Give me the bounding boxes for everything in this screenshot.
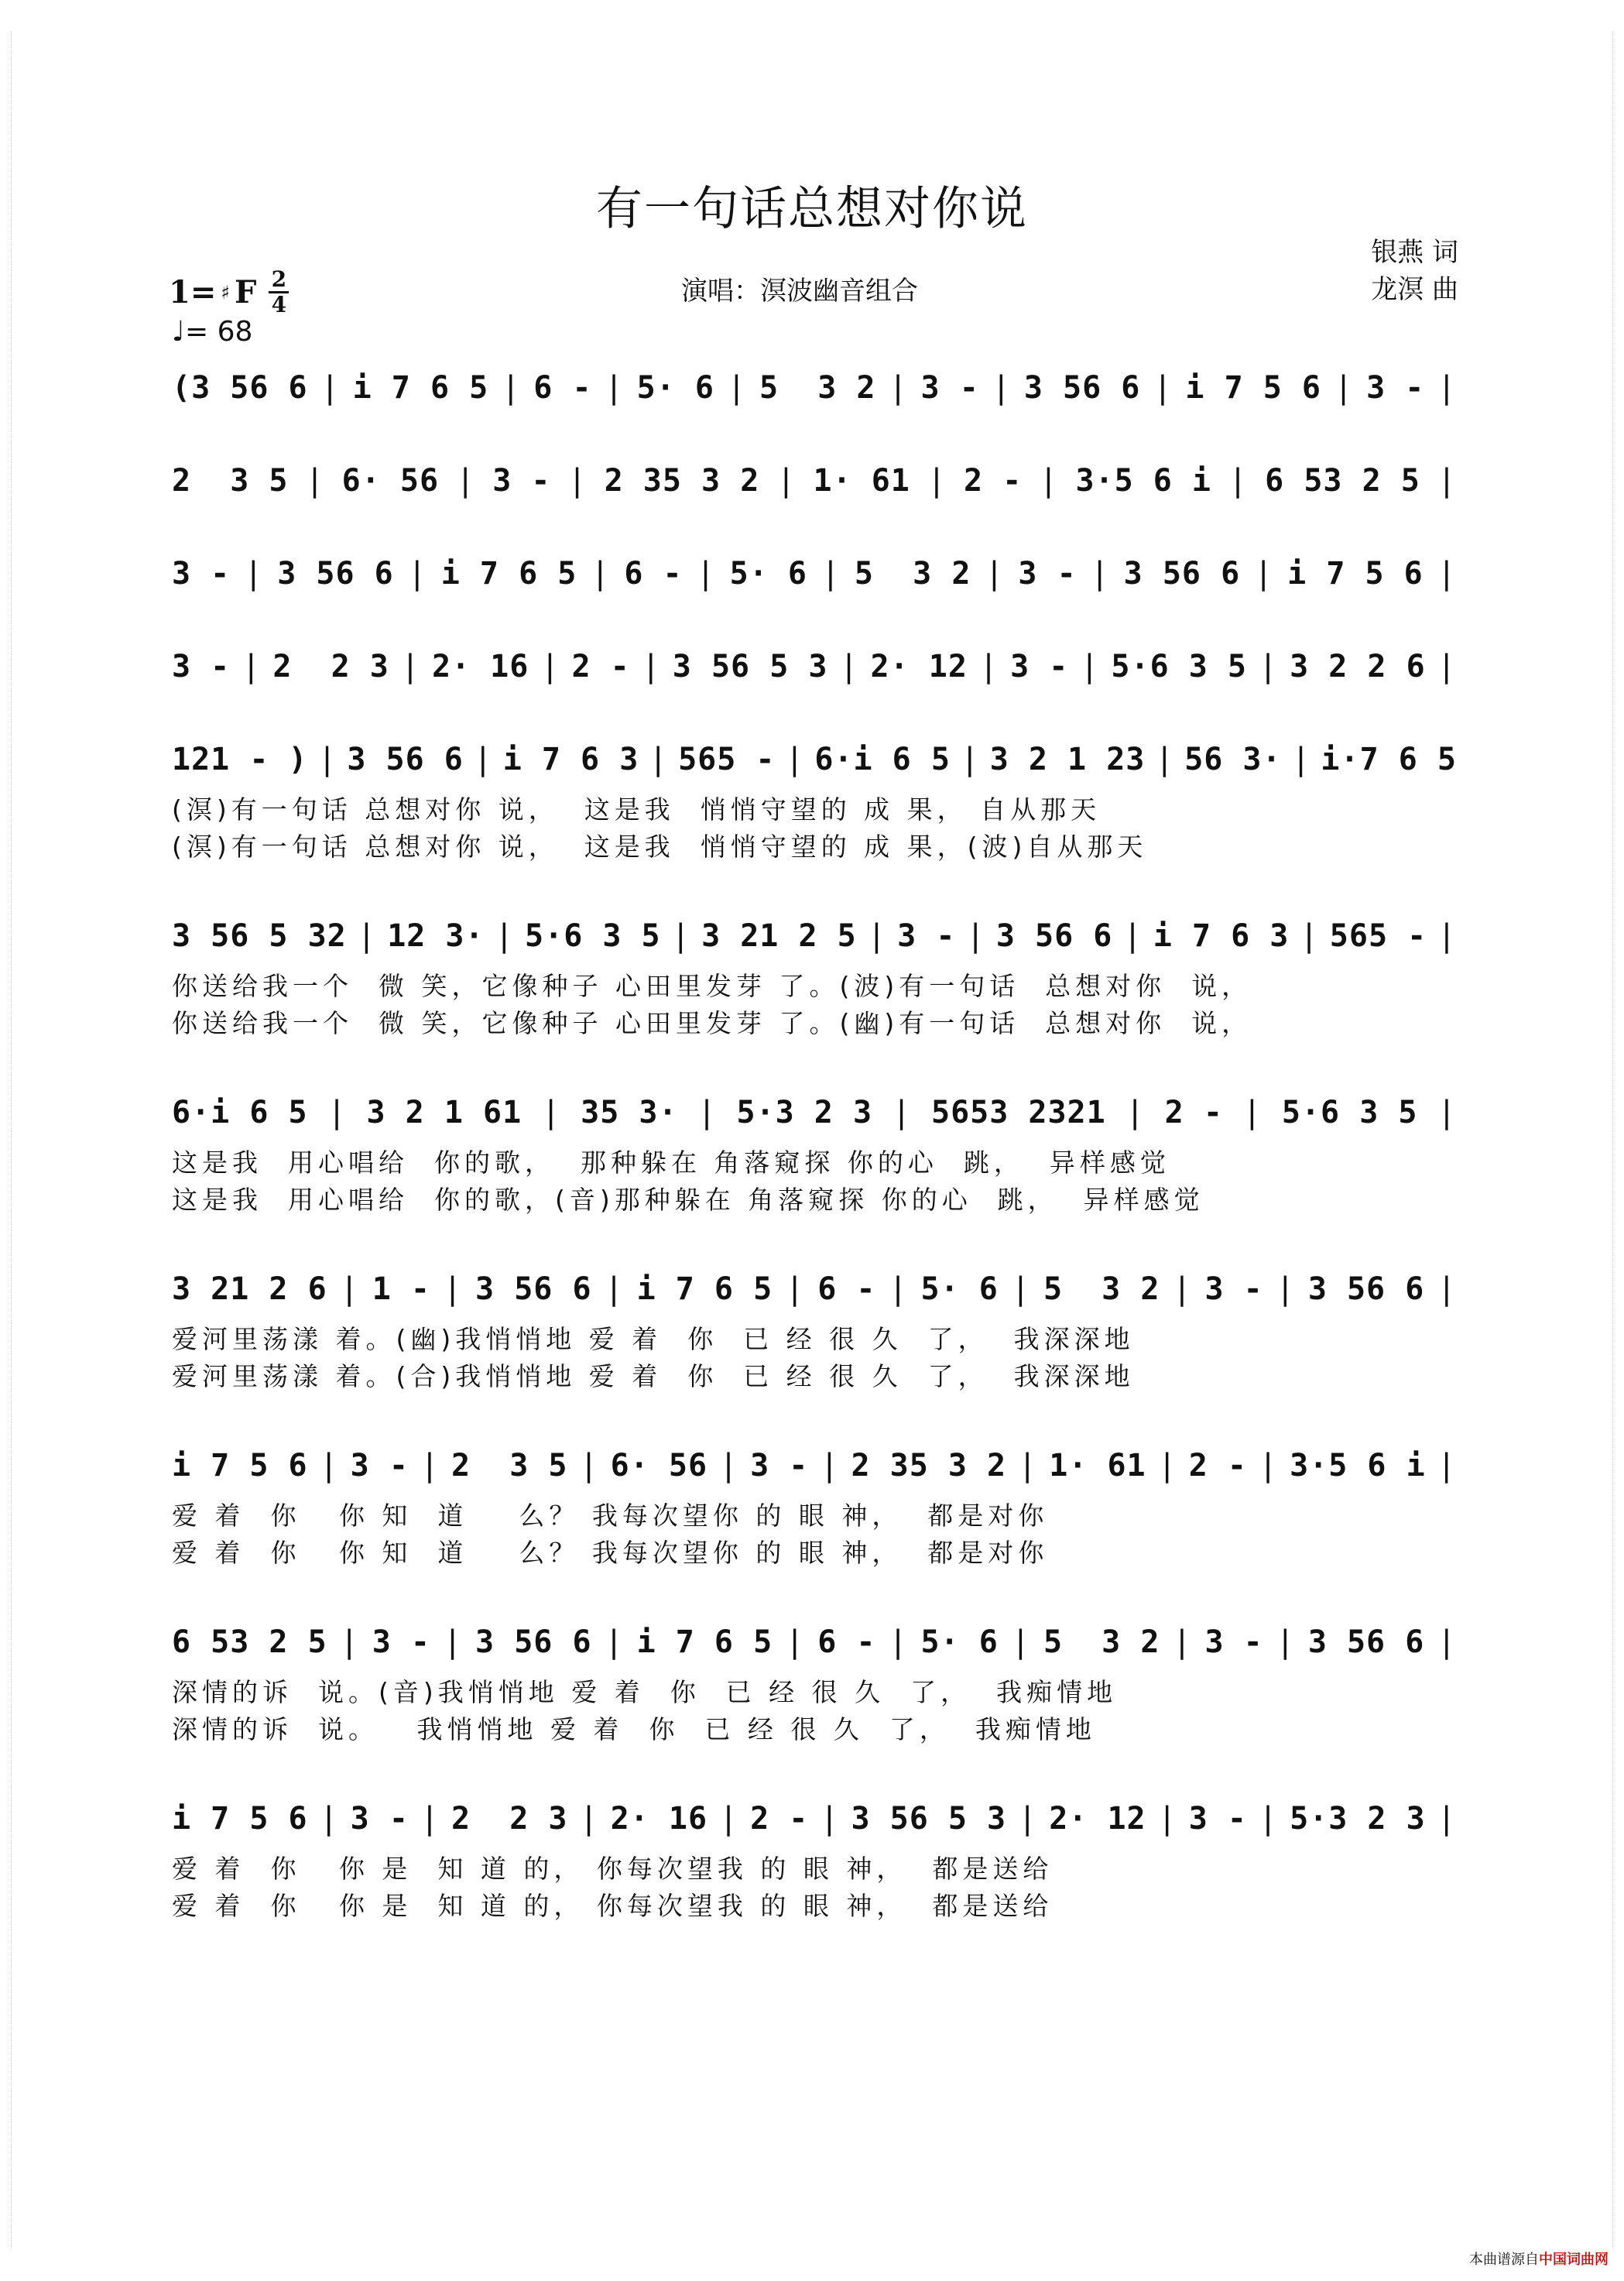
barline: | [1437,1271,1457,1307]
score-system [172,643,1457,691]
footer-site: 中国词曲网 [1539,2252,1609,2268]
barline: | [1437,463,1457,499]
barline: | [960,742,980,777]
measure: 2· 12 [1049,1801,1146,1837]
measure: 3 2 1 23 [989,742,1146,777]
barline: | [776,463,797,499]
lyric-line: 爱 着 你 你 是 知 道 的， 你每次望我 的 眼 神， 都是送给 [172,1891,1054,1921]
measure: 121 - ) [172,742,308,777]
measure: i 7 6 5 [636,1271,773,1307]
barline: | [1228,463,1249,499]
barline: | [927,463,947,499]
barline: | [966,918,986,954]
barline: | [400,649,420,684]
barline: | [1437,556,1457,592]
measure: i 7 5 6 [1185,370,1321,406]
notation-line [172,550,1457,598]
barline: | [985,556,1005,592]
measure: 6 - [817,1271,876,1307]
measure: 3 - [1204,1624,1263,1660]
measure: 2 3 5 [451,1448,568,1484]
barline: | [579,1801,599,1837]
measure: 56 3· [1184,742,1282,777]
measure: 3 - [350,1801,409,1837]
measure: 5 3 2 [1043,1624,1160,1660]
barline: | [992,370,1012,406]
barline: | [1018,1448,1038,1484]
key-note: F [234,274,257,310]
measure: 5·6 3 5 [525,918,661,954]
barline: | [839,649,859,684]
measure: 2· 16 [431,649,529,684]
barline: | [407,556,427,592]
barline: | [785,1271,805,1307]
lyric-line: 爱 着 你 你 知 道 么？ 我每次望你 的 眼 神， 都是对你 [172,1501,1049,1531]
lyric-line: 深情的诉 说。(音)我悄悄地 爱 着 你 已 经 很 久 了， 我痴情地 [172,1677,1118,1707]
barline: | [420,1448,440,1484]
right-margin-strip [1612,31,1624,2250]
barline: | [605,370,625,406]
barline: | [340,1271,360,1307]
key-prefix: 1= [169,274,217,310]
lyric-line: 这是我 用心唱给 你的歌， 那种躲在 角落窥探 你的心 跳， 异样感觉 [172,1147,1170,1178]
measure: 6 53 2 5 [172,1624,327,1660]
measure: (3 56 6 [172,370,308,406]
barline: | [540,649,560,684]
measure: i 7 5 6 [1287,556,1424,592]
measure: 2 - [964,463,1023,499]
barline: | [821,556,841,592]
measure: 5·6 3 5 [1111,649,1247,684]
lyric-line: 爱河里荡漾 着。(幽)我悄悄地 爱 着 你 已 经 很 久 了， 我深深地 [172,1324,1135,1354]
measure: 3 - [1010,649,1069,684]
measure: 6 53 2 5 [1265,463,1420,499]
measure: 5·3 2 3 [736,1095,873,1130]
composer-credit: 龙溟 曲 [1371,274,1458,305]
barline: | [1172,1271,1193,1307]
barline: | [1300,918,1320,954]
measure: 565 - [1329,918,1427,954]
measure: 2 - [1164,1095,1223,1130]
measure: 6· 56 [610,1448,708,1484]
measure: 2 2 3 [451,1801,568,1837]
measure: 3 56 6 [277,556,394,592]
barline: | [888,370,909,406]
barline: | [327,1095,348,1130]
barline: | [1437,370,1457,406]
measure: i 7 6 3 [1153,918,1290,954]
barline: | [1437,918,1457,954]
measure: 3 - [172,649,231,684]
barline: | [320,370,341,406]
notation-line [172,912,1457,960]
measure: 5 3 2 [1043,1271,1160,1307]
notation-line [172,1089,1457,1137]
measure: 5· 6 [920,1271,999,1307]
barline: | [1276,1624,1296,1660]
song-title: 有一句话总想对你说 [596,182,1028,236]
barline: | [785,742,805,777]
measure: 3 - [1366,370,1425,406]
notation-line [172,1795,1457,1843]
measure: i 7 6 5 [636,1624,773,1660]
singer-credit: 演唱：溟波幽音组合 [681,276,918,307]
barline: | [1258,649,1279,684]
measure: 3 - [1018,556,1077,592]
measure: 3 56 6 [1023,370,1141,406]
measure: 3 56 6 [475,1624,592,1660]
measure: 2 35 3 2 [604,463,760,499]
measure: i 7 6 5 [352,370,489,406]
sharp-sign: ♯ [221,281,230,304]
measure: 3 2 1 61 [366,1095,522,1130]
measure: 3 56 6 [475,1271,592,1307]
barline: | [1157,1801,1177,1837]
measure: 5653 2321 [930,1095,1106,1130]
notation-line [172,1265,1457,1313]
measure: 5 3 2 [759,370,876,406]
measure: 3 - [920,370,979,406]
barline: | [1153,370,1173,406]
barline: | [495,918,515,954]
score-system [172,550,1457,598]
barline: | [579,1448,599,1484]
barline: | [785,1624,805,1660]
measure: 3 - [350,1448,409,1484]
barline: | [1258,1801,1279,1837]
tempo-marking: ♩= 68 [172,316,253,348]
measure: 3 - [172,556,231,592]
score-system [172,1795,1457,1925]
barline: | [443,1624,463,1660]
barline: | [473,742,493,777]
notation-line [172,643,1457,691]
barline: | [1437,1801,1457,1837]
barline: | [501,370,521,406]
barline: | [567,463,588,499]
measure: 3 56 5 32 [172,918,347,954]
barline: | [1437,1448,1457,1484]
notation-line [172,457,1457,505]
barline: | [697,1095,718,1130]
left-margin-strip [0,31,12,2250]
barline: | [1090,556,1110,592]
barline: | [671,918,691,954]
barline: | [978,649,999,684]
lyric-line: 这是我 用心唱给 你的歌，(音)那种躲在 角落窥探 你的心 跳， 异样感觉 [172,1185,1204,1215]
measure: 1· 61 [1049,1448,1146,1484]
measure: 2· 16 [610,1801,708,1837]
measure: 3·5 6 i [1075,463,1212,499]
notation-line [172,1442,1457,1490]
measure: 3 21 2 6 [172,1271,327,1307]
measure: 2 35 3 2 [851,1448,1007,1484]
barline: | [340,1624,360,1660]
measure: i 7 5 6 [172,1448,308,1484]
score-system [172,1089,1457,1219]
measure: i 7 6 5 [440,556,577,592]
measure: 2 - [1188,1448,1247,1484]
measure: 3 - [897,918,956,954]
measure: 3 56 5 3 [672,649,828,684]
lyric-line: 你送给我一个 微 笑，它像种子 心田里发芽 了。(幽)有一句话 总想对你 说， [172,1008,1252,1038]
barline: | [605,1624,625,1660]
lyric-line: 深情的诉 说。 我悄悄地 爱 着 你 已 经 很 久 了， 我痴情地 [172,1714,1096,1744]
measure: 3 56 6 [1307,1624,1425,1660]
measure: i 7 6 3 [502,742,639,777]
barline: | [317,742,337,777]
barline: | [244,556,264,592]
measure: 3 - [1188,1801,1247,1837]
lyricist-credit: 银燕 词 [1371,237,1458,268]
measure: 6 - [817,1624,876,1660]
meter-top: 2 [271,266,287,292]
measure: 5· 6 [920,1624,999,1660]
measure: 3 56 6 [1307,1271,1425,1307]
barline: | [1437,1095,1457,1130]
score-system [172,457,1457,505]
barline: | [696,556,716,592]
barline: | [1437,1624,1457,1660]
barline: | [1437,649,1457,684]
barline: | [443,1271,463,1307]
lyric-line: (溟)有一句话 总想对你 说， 这是我 悄悄守望的 成 果，(波)自从那天 [172,832,1148,862]
barline: | [1039,463,1059,499]
barline: | [420,1801,440,1837]
barline: | [867,918,887,954]
measure: 2 3 5 [172,463,289,499]
measure: 6 - [533,370,592,406]
measure: 3 - [750,1448,809,1484]
measure: 3 56 6 [995,918,1113,954]
measure: 6· 56 [341,463,440,499]
lyric-line: 爱河里荡漾 着。(合)我悄悄地 爱 着 你 已 经 很 久 了， 我深深地 [172,1361,1135,1391]
key-signature [169,266,289,317]
barline: | [591,556,611,592]
measure: i 7 5 6 [172,1801,308,1837]
score [172,364,1457,1925]
measure: 3 56 5 3 [851,1801,1007,1837]
time-signature [269,266,289,317]
measure: 6·i 6 5 [814,742,951,777]
measure: 3 - [372,1624,430,1660]
barline: | [305,463,325,499]
barline: | [719,1801,739,1837]
barline: | [888,1271,909,1307]
barline: | [242,649,262,684]
measure: 5· 6 [729,556,807,592]
barline: | [541,1095,561,1130]
lyric-line: 爱 着 你 你 是 知 道 的， 你每次望我 的 眼 神， 都是送给 [172,1854,1054,1884]
credits [1371,234,1458,308]
measure: 6·i 6 5 [172,1095,308,1130]
measure: 1 - [372,1271,430,1307]
measure: 5·6 3 5 [1281,1095,1418,1130]
measure: 2· 12 [870,649,968,684]
score-system [172,1442,1457,1572]
measure: 12 3· [387,918,485,954]
measure: 5 3 2 [854,556,971,592]
measure: 2 - [571,649,630,684]
barline: | [1018,1801,1038,1837]
measure: 3 - [492,463,551,499]
barline: | [1291,742,1311,777]
barline: | [888,1624,909,1660]
barline: | [1254,556,1274,592]
measure: 5· 6 [636,370,714,406]
barline: | [1125,1095,1146,1130]
score-system [172,1265,1457,1395]
measure: 35 3· [581,1095,678,1130]
lyric-line: 你送给我一个 微 笑，它像种子 心田里发芽 了。(波)有一句话 总想对你 说， [172,971,1252,1001]
barline: | [649,742,669,777]
lyric-line: (溟)有一句话 总想对你 说， 这是我 悄悄守望的 成 果， 自从那天 [172,794,1102,825]
barline: | [319,1448,339,1484]
barline: | [820,1448,840,1484]
notation-line [172,364,1457,412]
barline: | [820,1801,840,1837]
score-system [172,912,1457,1042]
barline: | [1011,1271,1031,1307]
barline: | [1276,1271,1296,1307]
barline: | [892,1095,912,1130]
barline: | [1123,918,1143,954]
score-system [172,736,1457,866]
measure: 2 2 3 [272,649,389,684]
barline: | [1011,1624,1031,1660]
measure: i·7 6 5 [1321,742,1457,777]
measure: 6 - [624,556,683,592]
lyric-line: 爱 着 你 你 知 道 么？ 我每次望你 的 眼 神， 都是对你 [172,1538,1049,1568]
score-system [172,364,1457,412]
barline: | [1242,1095,1263,1130]
notation-line [172,736,1457,784]
barline: | [641,649,661,684]
barline: | [1080,649,1100,684]
measure: 3 21 2 5 [701,918,857,954]
measure: 1· 61 [813,463,910,499]
measure: 3 2 2 6 [1290,649,1426,684]
barline: | [719,1448,739,1484]
notation-line [172,1618,1457,1666]
measure: 5·3 2 3 [1290,1801,1426,1837]
measure: 565 - [678,742,776,777]
barline: | [1258,1448,1279,1484]
barline: | [1172,1624,1193,1660]
measure: 3 - [1204,1271,1263,1307]
measure: 3 56 6 [1123,556,1241,592]
meter-bottom: 4 [271,292,287,317]
barline: | [1157,1448,1177,1484]
footer-source [1469,2248,1609,2269]
barline: | [357,918,377,954]
footer-prefix: 本曲谱源自 [1469,2252,1539,2268]
barline: | [727,370,747,406]
measure: 2 - [750,1801,809,1837]
measure: 3 56 6 [347,742,464,777]
score-system [172,1618,1457,1748]
barline: | [1155,742,1175,777]
barline: | [319,1801,339,1837]
barline: | [1334,370,1354,406]
barline: | [456,463,476,499]
measure: 3·5 6 i [1290,1448,1426,1484]
barline: | [605,1271,625,1307]
